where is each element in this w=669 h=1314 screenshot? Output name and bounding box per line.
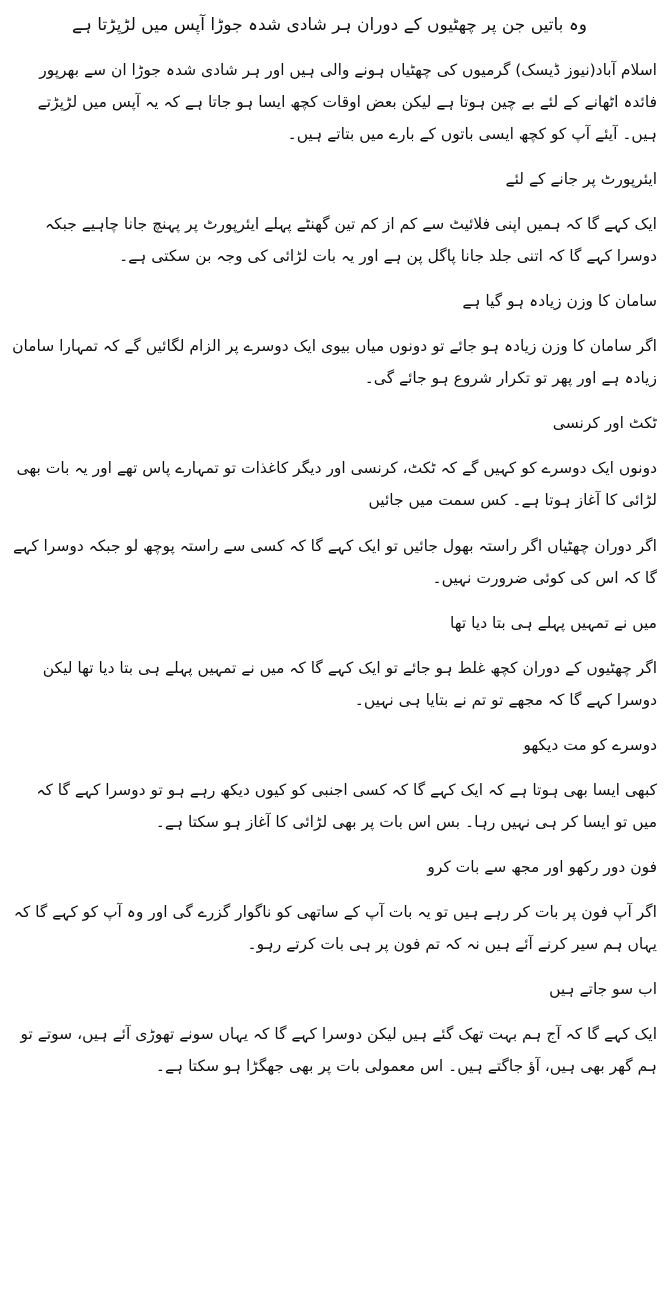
article-intro: اسلام آباد(نیوز ڈیسک) گرمیوں کی چھٹیاں ہونے والی ہیں اور ہر شادی شدہ جوڑا ان سے بھرپور فائدہ اٹھانے کے لئے بے چین ہوتا ہے لیکن بعض اوقات کچھ ایسا ہو جاتا ہے کہ یہ آپس میں لڑپڑتے ہیں۔ آیئے آپ کو کچھ ایسی باتوں کے بارے میں بتاتے ہیں۔ <box>37 61 657 143</box>
section-paragraph: دونوں ایک دوسرے کو کہیں گے کہ ٹکٹ، کرنسی اور دیگر کاغذات تو تمہارے پاس تھے اور یہ بات بھی لڑائی کا آغاز ہوتا ہے۔ کس سمت میں جائیں <box>16 459 657 509</box>
section-phone <box>8 852 657 960</box>
section-dont-look <box>8 730 657 838</box>
section-paragraph: ایک کہے گا کہ آج ہم بہت تھک گئے ہیں لیکن دوسرا کہے گا کہ یہاں سونے تھوڑی آئے ہیں، سوتے تو ہم گھر بھی ہیں، آؤ جاگتے ہیں۔ اس معمولی بات پر بھی جھگڑا ہو سکتا ہے۔ <box>20 1025 657 1075</box>
section-paragraph: اگر سامان کا وزن زیادہ ہو جائے تو دونوں میاں بیوی ایک دوسرے پر الزام لگائیں گے کہ تمہارا سامان زیادہ ہے اور پھر تو تکرار شروع ہو جائے گی۔ <box>12 337 657 387</box>
section-heading: دوسرے کو مت دیکھو <box>523 736 657 754</box>
section-luggage <box>8 286 657 394</box>
section-heading: سامان کا وزن زیادہ ہو گیا ہے <box>462 292 657 310</box>
section-tickets <box>8 408 657 594</box>
section-heading: ایئرپورٹ پر جانے کے لئے <box>505 170 657 188</box>
section-paragraph: کبھی ایسا بھی ہوتا ہے کہ ایک کہے گا کہ کسی اجنبی کو کیوں دیکھ رہے ہو تو دوسرا کہے گا کہ میں تو ایسا کر ہی نہیں رہا۔ بس اس بات پر بھی لڑائی کا آغاز ہو سکتا ہے۔ <box>36 781 657 831</box>
section-heading: ٹکٹ اور کرنسی <box>552 414 657 432</box>
section-heading: فون دور رکھو اور مجھ سے بات کرو <box>427 858 657 876</box>
section-airport <box>8 164 657 272</box>
section-paragraph: ایک کہے گا کہ ہمیں اپنی فلائیٹ سے کم از کم تین گھنٹے پہلے ایئرپورٹ پر پہنچ جانا چاہیے جبکہ دوسرا کہے گا کہ اتنی جلد جانا پاگل پن ہے اور یہ بات لڑائی کی وجہ بن سکتی ہے۔ <box>44 215 657 265</box>
section-paragraph: اگر چھٹیوں کے دوران کچھ غلط ہو جائے تو ایک کہے گا کہ میں نے تمہیں پہلے ہی بتا دیا تھا لیکن دوسرا کہے گا کہ مجھے تو تم نے بتایا ہی نہیں۔ <box>42 659 657 709</box>
section-told-you <box>8 608 657 716</box>
section-heading: اب سو جاتے ہیں <box>549 980 657 998</box>
section-heading: میں نے تمہیں پہلے ہی بتا دیا تھا <box>450 614 657 632</box>
section-paragraph: اگر دوران چھٹیاں اگر راستہ بھول جائیں تو ایک کہے گا کہ کسی سے راستہ پوچھ لو جبکہ دوسرا کہے گا کہ اس کی کوئی ضرورت نہیں۔ <box>13 537 657 587</box>
section-paragraph: اگر آپ فون پر بات کر رہے ہیں تو یہ بات آپ کے ساتھی کو ناگوار گزرے گی اور وہ آپ کو کہے گا کہ یہاں ہم سیر کرنے آئے ہیں نہ کہ تم فون پر ہی بات کرتے رہو۔ <box>13 903 657 953</box>
article-title: وہ باتیں جن پر چھٹیوں کے دوران ہر شادی شدہ جوڑا آپس میں لڑپڑتا ہے <box>71 15 587 35</box>
section-sleep <box>8 974 657 1082</box>
